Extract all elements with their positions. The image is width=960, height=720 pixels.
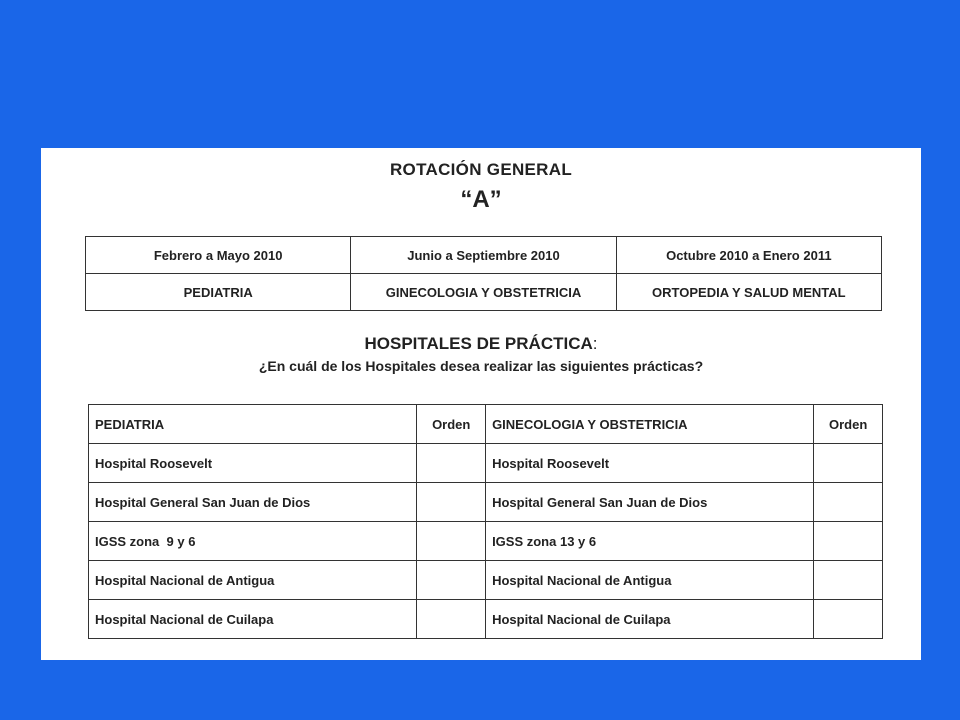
order-input-right[interactable] (814, 522, 883, 561)
order-header-right: Orden (814, 405, 883, 444)
order-input-right[interactable] (814, 561, 883, 600)
order-input-left[interactable] (417, 483, 486, 522)
specialty-cell: PEDIATRIA (86, 274, 351, 311)
hospitals-title-colon: : (592, 334, 598, 353)
rotation-periods-row (86, 237, 882, 274)
hospital-name-left: Hospital Roosevelt (89, 444, 417, 483)
order-input-left[interactable] (417, 561, 486, 600)
hospital-name-right: Hospital Nacional de Antigua (486, 561, 814, 600)
hospitals-section-title (41, 334, 921, 354)
hospital-name-left: Hospital Nacional de Antigua (89, 561, 417, 600)
order-input-right[interactable] (814, 600, 883, 639)
hospital-name-right: Hospital Roosevelt (486, 444, 814, 483)
table-row (89, 522, 883, 561)
hospital-name-left: Hospital Nacional de Cuilapa (89, 600, 417, 639)
hospital-name-left: IGSS zona 9 y 6 (89, 522, 417, 561)
period-cell: Octubre 2010 a Enero 2011 (616, 237, 881, 274)
hospitals-table (88, 404, 883, 639)
hospital-name-right: Hospital Nacional de Cuilapa (486, 600, 814, 639)
hospitals-title-text: HOSPITALES DE PRÁCTICA (364, 334, 593, 353)
specialty-cell: ORTOPEDIA Y SALUD MENTAL (616, 274, 881, 311)
table-row (89, 600, 883, 639)
document-subtitle: “A” (460, 186, 502, 213)
pediatria-header: PEDIATRIA (89, 405, 417, 444)
hospitals-question: ¿En cuál de los Hospitales desea realizar las siguientes prácticas? (258, 358, 704, 374)
rotation-specialties-row (86, 274, 882, 311)
order-input-left[interactable] (417, 444, 486, 483)
table-row (89, 561, 883, 600)
hospital-name-left: Hospital General San Juan de Dios (89, 483, 417, 522)
document-title: ROTACIÓN GENERAL (389, 160, 573, 179)
order-input-left[interactable] (417, 600, 486, 639)
order-input-right[interactable] (814, 483, 883, 522)
period-cell: Febrero a Mayo 2010 (86, 237, 351, 274)
hospital-name-right: IGSS zona 13 y 6 (486, 522, 814, 561)
specialty-cell: GINECOLOGIA Y OBSTETRICIA (351, 274, 616, 311)
table-row (89, 444, 883, 483)
order-input-left[interactable] (417, 522, 486, 561)
hospitals-header-row (89, 405, 883, 444)
ginecologia-header: GINECOLOGIA Y OBSTETRICIA (486, 405, 814, 444)
rotation-table (85, 236, 882, 311)
period-cell: Junio a Septiembre 2010 (351, 237, 616, 274)
hospital-name-right: Hospital General San Juan de Dios (486, 483, 814, 522)
order-input-right[interactable] (814, 444, 883, 483)
document-sheet (41, 148, 921, 660)
table-row (89, 483, 883, 522)
order-header-left: Orden (417, 405, 486, 444)
